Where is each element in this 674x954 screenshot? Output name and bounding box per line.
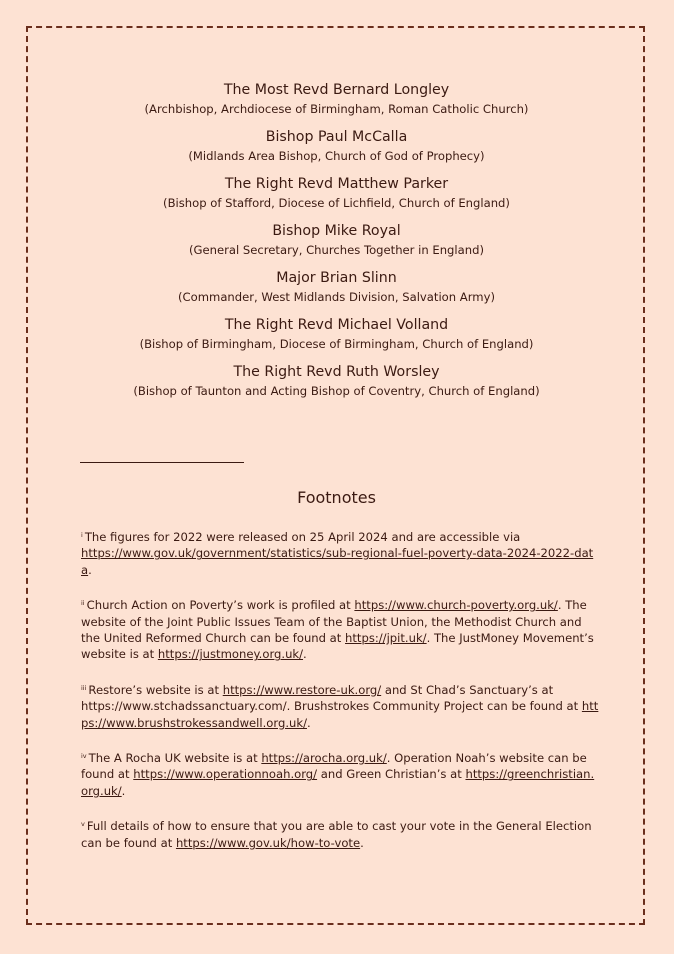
footnote-text: . [88, 562, 92, 577]
signatory-role: (Commander, West Midlands Division, Salvation Army) [178, 290, 495, 304]
footnote-text: Restore’s website is at [88, 682, 223, 697]
footnote-text: and Green Christian’s at [317, 767, 466, 782]
footnote-text: The A Rocha UK website is at [88, 751, 262, 766]
footnote-text: . [303, 647, 307, 662]
how-to-vote-link[interactable]: https://www.gov.uk/how-to-vote [175, 835, 361, 850]
signatory-name: The Right Revd Ruth Worsley [233, 364, 440, 380]
signatory [28, 176, 645, 212]
signatory-role: (Archbishop, Archdiocese of Birmingham, Roman Catholic Church) [144, 102, 529, 116]
signatory-role: (Bishop of Stafford, Diocese of Lichfield, Church of England) [163, 196, 510, 210]
footnote-v [81, 816, 601, 851]
brushstrokes-link[interactable]: https://www.brushstrokessandwell.org.uk/ [81, 699, 599, 730]
signatory-role: (Midlands Area Bishop, Church of God of Prophecy) [188, 149, 485, 163]
signatory-list [28, 82, 645, 400]
signatory-name: The Right Revd Michael Volland [224, 317, 449, 333]
footnote-marker: ii [81, 599, 85, 608]
signatory-name: Major Brian Slinn [276, 270, 397, 286]
footnote-text: Full details of how to ensure that you are able to cast your vote in the General Election can be found at [81, 819, 592, 850]
footnote-marker: iv [81, 752, 87, 761]
footnote-text: . [121, 783, 126, 798]
footnote-text: . The website of the Joint Public Issues Team of the Baptist Union, the Methodist Church and the United Reformed Church can be found at [81, 598, 587, 646]
signatory-role: (General Secretary, Churches Together in England) [189, 243, 484, 257]
signatory-name: Bishop Paul McCalla [265, 129, 408, 145]
restore-link[interactable]: https://www.restore-uk.org/ [222, 682, 382, 697]
signatory [28, 317, 645, 353]
footnote-iii [81, 680, 601, 731]
footnote-text: . [360, 835, 364, 850]
footnote-marker: i [81, 531, 83, 539]
signatory [28, 223, 645, 259]
footnote-iv [81, 748, 601, 799]
footnote-list [81, 527, 601, 868]
signatory [28, 82, 645, 118]
signatory-name: The Right Revd Matthew Parker [224, 176, 449, 192]
footnote-marker: v [81, 820, 85, 829]
arocha-link[interactable]: https://arocha.org.uk/ [261, 751, 387, 766]
fuel-poverty-data-link[interactable]: https://www.gov.uk/government/statistics/sub-regional-fuel-poverty-data-2024-2022-data [81, 546, 594, 577]
footnote-text: and St Chad’s Sanctuary’s at https://www.stchadssanctuary.com/. Brushstrokes Community Project can be found at [81, 682, 582, 714]
footnote-text: . The JustMoney Movement’s website is at [81, 631, 594, 662]
footnote-text: . [306, 715, 311, 730]
jpit-link[interactable]: https://jpit.uk/ [345, 631, 427, 646]
signatory-role: (Bishop of Taunton and Acting Bishop of Coventry, Church of England) [133, 384, 540, 398]
footnote-ii [81, 595, 601, 663]
operation-noah-link[interactable]: https://www.operationnoah.org/ [133, 767, 318, 782]
footnote-text: The figures for 2022 were released on 25 April 2024 and are accessible via [84, 530, 521, 544]
footnote-marker: iii [81, 683, 87, 692]
church-poverty-link[interactable]: https://www.church-poverty.org.uk/ [354, 598, 558, 613]
signatory-role: (Bishop of Birmingham, Diocese of Birmingham, Church of England) [139, 337, 534, 351]
justmoney-link[interactable]: https://justmoney.org.uk/ [157, 647, 304, 662]
signatory [28, 129, 645, 165]
signatory-name: The Most Revd Bernard Longley [223, 82, 450, 98]
footnotes-heading: Footnotes [297, 488, 376, 507]
green-christian-link[interactable]: https://greenchristian.org.uk/ [81, 767, 595, 798]
footnote-text: Church Action on Poverty’s work is profiled at [86, 598, 355, 613]
signatory [28, 364, 645, 400]
footnote-text: . Operation Noah’s website can be found at [81, 751, 587, 782]
signatory-name: Bishop Mike Royal [272, 223, 401, 239]
signatory [28, 270, 645, 306]
footnote-i [81, 527, 601, 578]
footnote-separator-rule [80, 462, 244, 463]
